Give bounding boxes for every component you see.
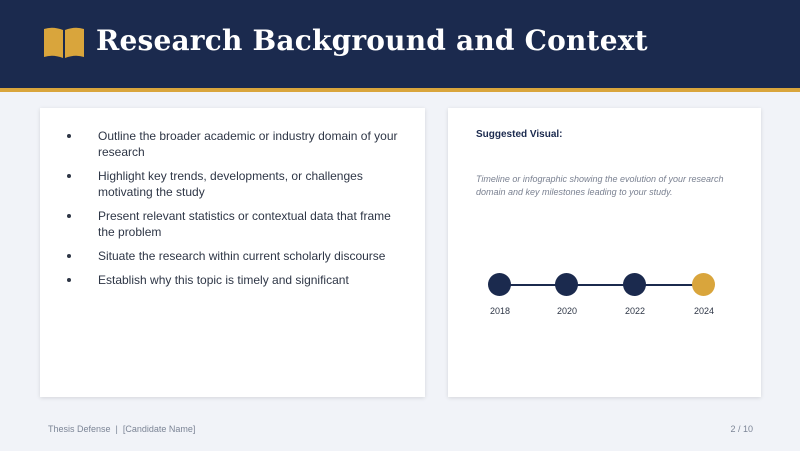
bullet-text: Highlight key trends, developments, or challenges motivating the study — [98, 169, 363, 199]
page-title: Research Background and Context — [96, 24, 648, 57]
bullet-dot-icon — [67, 278, 71, 282]
bullet-item — [67, 248, 407, 264]
bullet-text: Present relevant statistics or contextual data that frame the problem — [98, 209, 391, 239]
bullet-dot-icon — [67, 134, 71, 138]
timeline-line — [500, 284, 704, 286]
timeline-node-current — [692, 273, 715, 296]
bullet-dot-icon — [67, 214, 71, 218]
page-number: 2 / 10 — [730, 424, 753, 434]
timeline — [448, 268, 761, 328]
timeline-node — [555, 273, 578, 296]
bullet-item — [67, 168, 407, 200]
bullet-text: Establish why this topic is timely and significant — [98, 273, 349, 287]
timeline-node — [488, 273, 511, 296]
bullet-item — [67, 272, 407, 288]
bullet-dot-icon — [67, 174, 71, 178]
content-card — [40, 108, 425, 397]
bullet-list — [67, 128, 407, 296]
bullet-dot-icon — [67, 254, 71, 258]
timeline-year: 2018 — [489, 306, 511, 316]
open-book-icon — [43, 26, 85, 59]
header-accent-rule — [0, 88, 800, 92]
timeline-year: 2024 — [693, 306, 715, 316]
bullet-item — [67, 128, 407, 160]
header-bar — [0, 0, 800, 88]
suggested-visual-label: Suggested Visual: — [476, 129, 563, 140]
timeline-year: 2022 — [624, 306, 646, 316]
bullet-text: Outline the broader academic or industry domain of your research — [98, 129, 398, 159]
bullet-text: Situate the research within current scholarly discourse — [98, 249, 386, 263]
timeline-node — [623, 273, 646, 296]
suggested-visual-description: Timeline or infographic showing the evolution of your research domain and key milestones leading to your study. — [476, 174, 724, 197]
footer-caption: Thesis Defense | [Candidate Name] — [48, 424, 196, 434]
suggested-visual-card — [448, 108, 761, 397]
bullet-item — [67, 208, 407, 240]
timeline-year: 2020 — [556, 306, 578, 316]
